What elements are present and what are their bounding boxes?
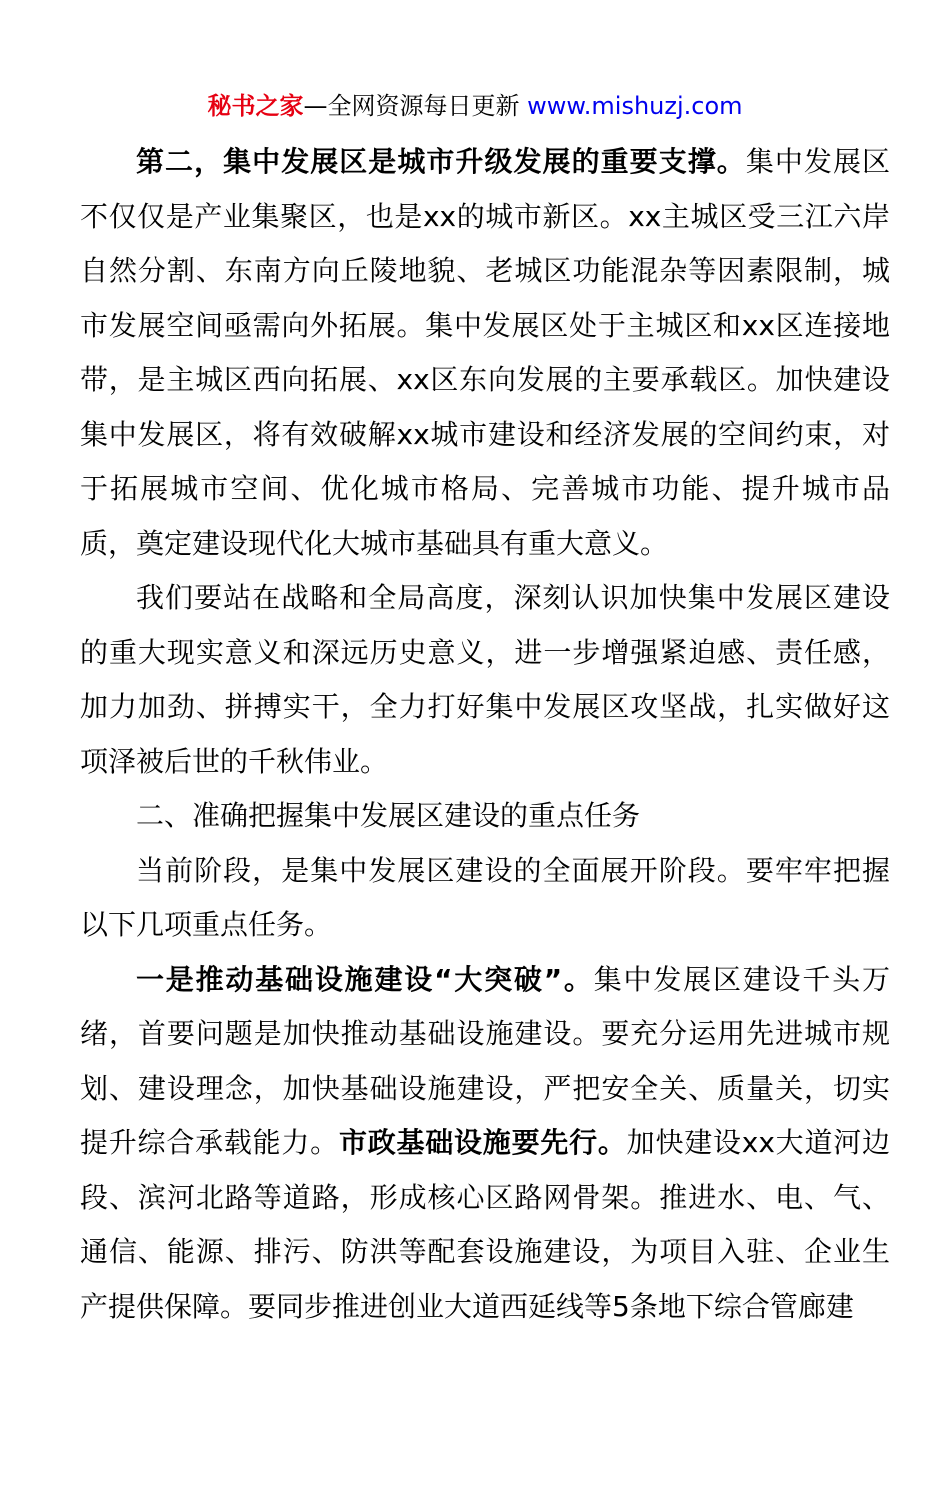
paragraph-2nd-point [80, 135, 890, 571]
document-body [80, 135, 890, 1334]
section-heading [80, 789, 890, 844]
paragraph-bold-mid: 市政基础设施要先行。 [338, 1126, 627, 1159]
heading-text: 二、准确把握集中发展区建设的重点任务 [136, 799, 641, 832]
site-link[interactable]: www.mishuzj.com [527, 92, 743, 120]
paragraph-bold-lead: 第二，集中发展区是城市升级发展的重要支撑。 [136, 145, 746, 178]
paragraph-current-stage [80, 844, 890, 953]
paragraph-text: 集中发展区建设千头万绪，首要问题是加快推动基础设施建设。要充分运用先进城市规划、建设理念，加快基础设施建设，严把安全关、质量关，切实提升综合承载能力。 [80, 962, 890, 1159]
paragraph-text-tail: 加快建设xx大道河边段、滨河北路等道路，形成核心区路网骨架。推进水、电、气、通信、能源、排污、防洪等配套设施建设，为项目入驻、企业生产提供保障。要同步推进创业大道西延线等5条地下综合管廊建 [80, 1126, 890, 1323]
header-slogan: —全网资源每日更新 [303, 92, 528, 120]
paragraph-text: 我们要站在战略和全局高度，深刻认识加快集中发展区建设的重大现实意义和深远历史意义，进一步增强紧迫感、责任感，加力加劲、拼搏实干，全力打好集中发展区攻坚战，扎实做好这项泽被后世的千秋伟业。 [80, 581, 890, 778]
paragraph-infrastructure [80, 953, 890, 1335]
paragraph-bold-lead: 一是推动基础设施建设“大突破”。 [136, 962, 594, 996]
page-header [0, 88, 950, 124]
paragraph-text: 集中发展区不仅仅是产业集聚区，也是xx的城市新区。xx主城区受三江六岸自然分割、东南方向丘陵地貌、老城区功能混杂等因素限制，城市发展空间亟需向外拓展。集中发展区处于主城区和xx区连接地带，是主城区西向拓展、xx区东向发展的主要承载区。加快建设集中发展区，将有效破解xx城市建设和经济发展的空间约束，对于拓展城市空间、优化城市格局、完善城市功能、提升城市品质，奠定建设现代化大城市基础具有重大意义。 [80, 145, 890, 560]
paragraph-strategy [80, 571, 890, 789]
paragraph-text: 当前阶段，是集中发展区建设的全面展开阶段。要牢牢把握以下几项重点任务。 [80, 853, 890, 941]
brand-name: 秘书之家 [207, 92, 304, 120]
